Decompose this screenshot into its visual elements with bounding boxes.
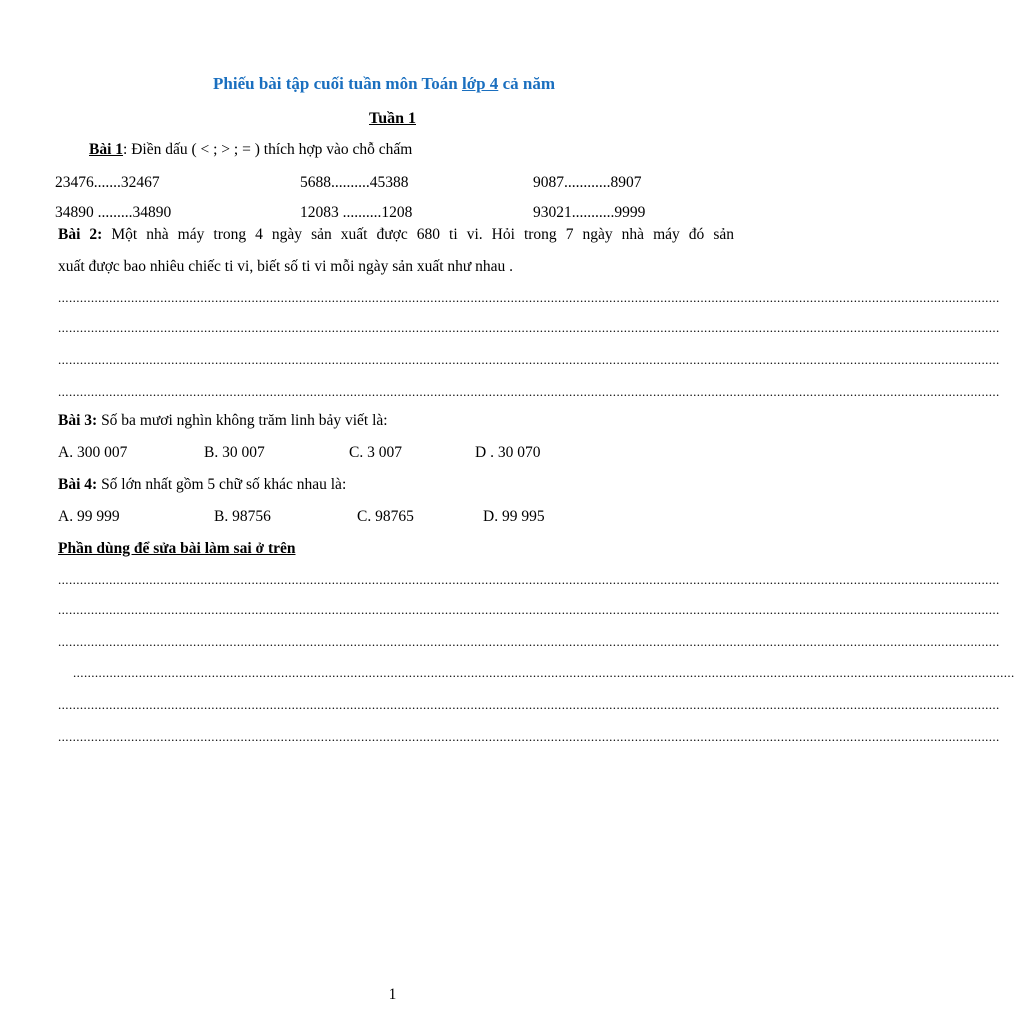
exercise-4-prompt (58, 476, 346, 494)
compare-item: 93021...........9999 (533, 204, 646, 221)
exercise-1-label: Bài 1 (89, 141, 124, 158)
exercise-3-text: Số ba mươi nghìn không trăm linh bảy viết là: (97, 412, 388, 429)
correction-line: .................................................................................................................................................................................................................................................................. (73, 665, 1015, 680)
exercise-1-prompt (89, 141, 412, 159)
title-suffix: cả năm (498, 74, 555, 93)
exercise-2-label: Bài 2: (58, 226, 103, 243)
exercise-4-option-d: D. 99 995 (483, 508, 545, 525)
correction-line: .................................................................................................................................................................................................................................................................. (58, 697, 1000, 712)
compare-item: 5688..........45388 (300, 174, 409, 191)
exercise-4-text: Số lớn nhất gồm 5 chữ số khác nhau là: (97, 476, 347, 493)
answer-line: .................................................................................................................................................................................................................................................................. (58, 352, 1000, 367)
exercise-3-option-b: B. 30 007 (204, 444, 265, 461)
correction-line: .................................................................................................................................................................................................................................................................. (58, 572, 1000, 587)
correction-line: .................................................................................................................................................................................................................................................................. (58, 602, 1000, 617)
title-grade: lớp 4 (461, 74, 499, 93)
exercise-4-option-b: B. 98756 (214, 508, 271, 525)
exercise-4-label: Bài 4: (58, 476, 98, 493)
exercise-4-option-a: A. 99 999 (58, 508, 120, 525)
exercise-2-line1 (58, 226, 734, 244)
worksheet-title (0, 74, 768, 94)
compare-item: 12083 ..........1208 (300, 204, 413, 221)
exercise-3-option-c: C. 3 007 (349, 444, 402, 461)
exercise-3-option-d: D . 30 070 (475, 444, 541, 461)
answer-line: .................................................................................................................................................................................................................................................................. (58, 320, 1000, 335)
correction-heading: Phần dùng để sửa bài làm sai ở trên (58, 540, 296, 557)
exercise-2-text: Một nhà máy trong 4 ngày sản xuất được 680 ti vi. Hỏi trong 7 ngày nhà máy đó sản (102, 226, 734, 243)
exercise-4-option-c: C. 98765 (357, 508, 414, 525)
exercise-3-prompt (58, 412, 388, 430)
correction-line: .................................................................................................................................................................................................................................................................. (58, 729, 1000, 744)
exercise-1-text: : Điền dấu ( < ; > ; = ) thích hợp vào chỗ chấm (123, 141, 413, 158)
answer-line: .................................................................................................................................................................................................................................................................. (58, 290, 1000, 305)
page-number: 1 (388, 986, 397, 1003)
exercise-3-option-a: A. 300 007 (58, 444, 128, 461)
answer-line: .................................................................................................................................................................................................................................................................. (58, 384, 1000, 399)
correction-line: .................................................................................................................................................................................................................................................................. (58, 634, 1000, 649)
exercise-3-label: Bài 3: (58, 412, 98, 429)
compare-item: 23476.......32467 (55, 174, 160, 191)
compare-item: 9087............8907 (533, 174, 642, 191)
exercise-2-line2: xuất được bao nhiêu chiếc ti vi, biết số ti vi mỗi ngày sản xuất như nhau . (58, 258, 514, 275)
compare-item: 34890 .........34890 (55, 204, 172, 221)
title-text: Phiếu bài tập cuối tuần môn Toán (213, 74, 462, 93)
week-heading: Tuần 1 (369, 110, 416, 127)
